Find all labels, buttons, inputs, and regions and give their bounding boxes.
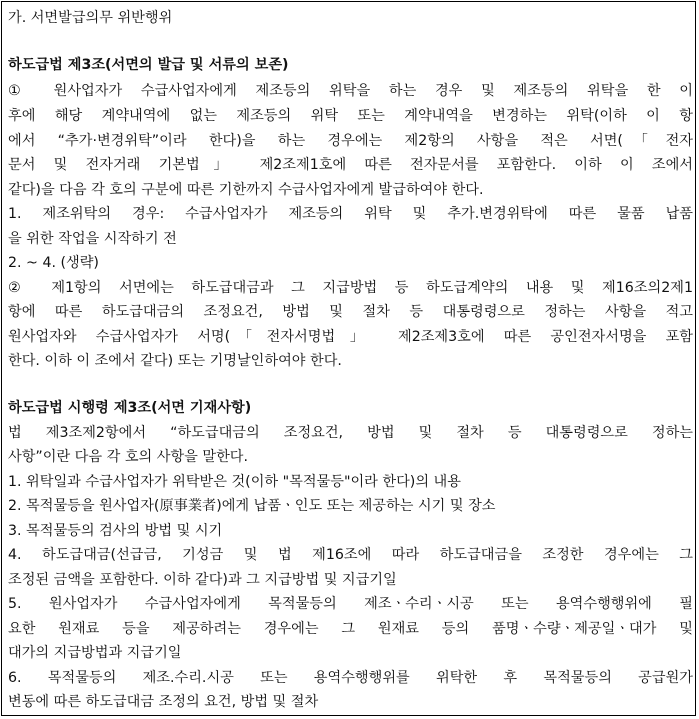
text-line: 2. ~ 4. (생략) xyxy=(8,255,99,271)
text-line: 1. 제조위탁의 경우: 수급사업자가 제조등의 위탁 및 추가.변경위탁에 따른 물품 납품 xyxy=(8,206,693,222)
text-line: 변동에 따른 하도급대금 조정의 요건, 방법 및 절차 xyxy=(8,694,319,710)
text-line: 같다)을 다음 각 호의 구분에 따른 기한까지 수급사업자에게 발급하여야 한다. xyxy=(8,182,484,198)
text-line: ② 제1항의 서면에는 하도급대금과 그 지급방법 등 하도급계약의 내용 및 제16조의2제1 xyxy=(8,280,693,296)
text-line: 3. 목적물등의 검사의 방법 및 시기 xyxy=(8,523,223,539)
text-line: 5. 원사업자가 수급사업자에게 목적물등의 제조ㆍ수리ㆍ시공 또는 용역수행행위에 필 xyxy=(8,596,693,612)
text-line: 요한 원재료 등을 제공하려는 경우에는 그 원재료 등의 품명ㆍ수량ㆍ제공일ㆍ대가 및 xyxy=(8,621,693,637)
text-line: 한다. 이하 이 조에서 같다) 또는 기명날인하여야 한다. xyxy=(8,353,342,369)
text-line: 을 위한 작업을 시작하기 전 xyxy=(8,231,177,247)
text-line: 법 제3조제2항에서 “하도급대금의 조정요건, 방법 및 절차 등 대통령령으로 정하는 xyxy=(8,425,693,441)
text-line: 항에 따른 하도급대금의 조정요건, 방법 및 절차 등 대통령령으로 정하는 사항을 적고 xyxy=(8,304,693,320)
text-line: 4. 하도급대금(선급금, 기성금 및 법 제16조에 따라 하도급대금을 조정한 경우에는 그 xyxy=(8,547,693,563)
text-line: 문서 및 전자거래 기본법」 제2조제1호에 따른 전자문서를 포함한다. 이하 이 조에서 xyxy=(8,157,693,173)
article-title: 하도급법 제3조(서면의 발급 및 서류의 보존) xyxy=(8,57,289,73)
text-line: 원사업자와 수급사업자가 서명(「전자서명법」 제2조제3호에 따른 공인전자서명을 포함 xyxy=(8,329,693,345)
text-line: 2. 목적물등을 원사업자(原事業者)에게 납품ㆍ인도 또는 제공하는 시기 및 장소 xyxy=(8,498,496,514)
text-line: 사항”이란 다음 각 호의 사항을 말한다. xyxy=(8,449,248,465)
text-line: 1. 위탁일과 수급사업자가 위탁받은 것(이하 "목적물등"이라 한다)의 내용 xyxy=(8,474,461,490)
text-line: 6. 목적물등의 제조.수리.시공 또는 용역수행행위를 위탁한 후 목적물등의 공급원가 xyxy=(8,670,693,686)
text-line: 에서 “추가·변경위탁”이라 한다)을 하는 경우에는 제2항의 사항을 적은 서면(「전자 xyxy=(8,133,693,149)
text-line: 조정된 금액을 포함한다. 이하 같다)과 그 지급방법 및 지급기일 xyxy=(8,572,397,588)
text-line: 후에 해당 계약내역에 없는 제조등의 위탁 또는 계약내역을 변경하는 위탁(이하 이 항 xyxy=(8,108,693,124)
article-title: 하도급법 시행령 제3조(서면 기재사항) xyxy=(8,400,252,416)
text-line: ① 원사업자가 수급사업자에게 제조등의 위탁을 하는 경우 및 제조등의 위탁을 한 이 xyxy=(8,83,693,99)
text-line: 대가의 지급방법과 지급기일 xyxy=(8,645,182,661)
section-header: 가. 서면발급의무 위반행위 xyxy=(8,10,173,26)
